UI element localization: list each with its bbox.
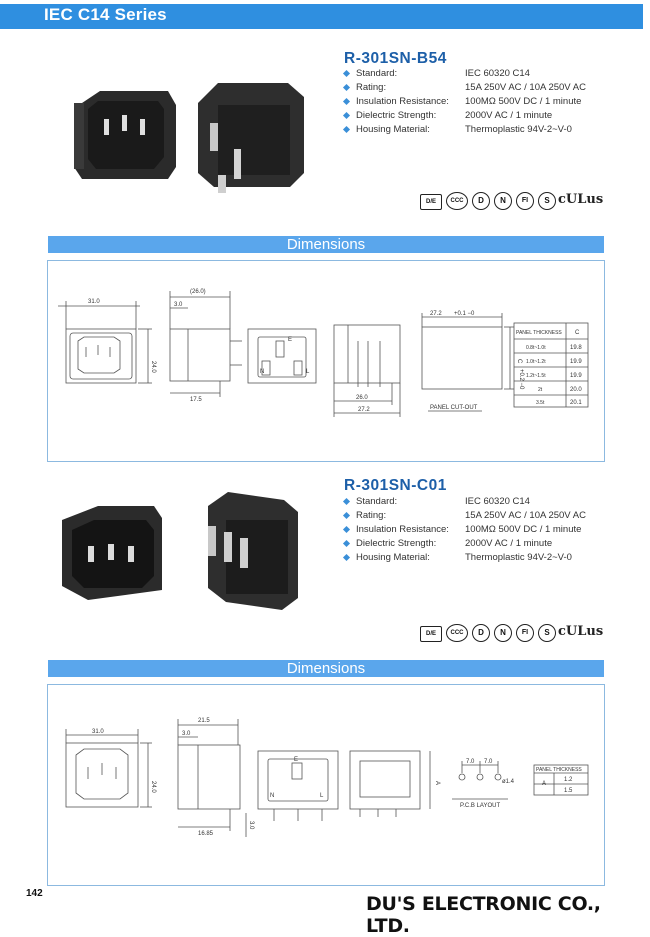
table-cell: 3.5t — [536, 400, 545, 406]
dim-label: L — [320, 793, 324, 799]
company-name: DU'S ELECTRONIC CO., LTD. — [366, 893, 601, 937]
page-title: IEC C14 Series — [44, 5, 167, 24]
dimensions-drawing-b54 — [47, 260, 605, 462]
vde-mark-icon: D/E — [420, 194, 442, 210]
table-cell: 1.5 — [564, 788, 573, 794]
bullet-icon — [343, 84, 350, 91]
cutout-label: PANEL CUT-OUT — [430, 405, 478, 411]
table-cell: 19.9 — [570, 359, 582, 365]
dimensions-drawing-c01 — [47, 684, 605, 886]
bullet-icon — [343, 554, 350, 561]
spec-list: Standard: IEC 60320 C14 Rating: 15A 250V AC / 10A 250V AC Insulation Resistance: 100MΩ 500V DC / 1 minute Dielectric Strength: 2000V AC / 1 minute Housing Material: Thermoplastic 94V-2~V-0 — [344, 68, 604, 140]
bullet-icon — [343, 70, 350, 77]
dim-label: 16.85 — [198, 831, 214, 837]
dim-label: 31.0 — [92, 729, 104, 735]
dim-label: ø1.4 — [502, 779, 515, 785]
spec-list: Standard: IEC 60320 C14 Rating: 15A 250V AC / 10A 250V AC Insulation Resistance: 100MΩ 500V DC / 1 minute Dielectric Strength: 2000V AC / 1 minute Housing Material: Thermoplastic 94V-2~V-0 — [344, 496, 604, 568]
dim-tolerance: +0.1 −0 — [454, 311, 475, 317]
dim-label: 3.0 — [174, 302, 183, 308]
dim-label: N — [260, 369, 265, 375]
table-header: PANEL THICKNESS — [536, 767, 582, 773]
ccc-mark-icon: CCC — [446, 624, 468, 642]
dim-label: 27.2 — [358, 407, 370, 413]
table-cell: A — [542, 781, 547, 787]
dim-label: 21.5 — [198, 718, 210, 724]
fi-mark-icon: FI — [516, 192, 534, 210]
table-cell: 19.9 — [570, 373, 582, 379]
dim-label: 26.0 — [356, 395, 368, 401]
page-number: 142 — [26, 888, 43, 899]
bullet-icon — [343, 498, 350, 505]
product-photo-b54 — [68, 75, 318, 205]
dim-label: L — [306, 369, 310, 375]
dimensions-header: Dimensions — [48, 660, 604, 677]
dim-label: E — [294, 757, 299, 763]
socket-rear-view — [208, 492, 298, 610]
pcb-label: P.C.B LAYOUT — [460, 803, 501, 809]
dim-label: N — [270, 793, 275, 799]
bullet-icon — [343, 112, 350, 119]
dim-tolerance: +0.2 −0 — [518, 369, 524, 390]
fi-mark-icon: FI — [516, 624, 534, 642]
bullet-icon — [343, 98, 350, 105]
bullet-icon — [343, 540, 350, 547]
table-cell: 1.2 — [564, 777, 573, 783]
n-mark-icon: N — [494, 624, 512, 642]
dim-label: 27.2 — [430, 311, 442, 317]
ul-mark-icon: cULus — [558, 624, 604, 639]
dim-label: E — [288, 337, 293, 343]
n-mark-icon: N — [494, 192, 512, 210]
dim-label: 24.0 — [150, 781, 156, 793]
dim-label: 3.0 — [248, 821, 254, 830]
ul-mark-icon: cULus — [558, 192, 604, 207]
table-cell: 1.0t~1.2t — [526, 359, 546, 365]
table-header: C — [575, 330, 580, 336]
vde-mark-icon: D/E — [420, 626, 442, 642]
table-cell: 20.1 — [570, 400, 582, 406]
certification-marks — [420, 624, 604, 646]
d-mark-icon: D — [472, 192, 490, 210]
dim-label: C — [516, 359, 522, 364]
bullet-icon — [343, 126, 350, 133]
product-photo-c01 — [58, 490, 318, 615]
table-cell: 19.8 — [570, 345, 582, 351]
technical-drawing — [48, 261, 604, 461]
s-mark-icon: S — [538, 192, 556, 210]
bullet-icon — [343, 512, 350, 519]
table-cell: 1.2t~1.5t — [526, 373, 546, 379]
table-cell: 2t — [538, 387, 543, 393]
dim-label: 3.0 — [182, 731, 191, 737]
dim-label: (26.0) — [190, 289, 206, 295]
socket-front-view — [62, 506, 162, 600]
socket-rear-view — [198, 83, 304, 193]
dim-label: 24.0 — [150, 361, 156, 373]
bullet-icon — [343, 526, 350, 533]
product-model: R-301SN-B54 — [344, 50, 447, 67]
technical-drawing — [48, 685, 604, 885]
s-mark-icon: S — [538, 624, 556, 642]
dim-label: 31.0 — [88, 299, 100, 305]
dimensions-header: Dimensions — [48, 236, 604, 253]
dim-label: A — [434, 781, 440, 786]
dim-label: 7.0 — [466, 759, 475, 765]
certification-marks — [420, 192, 604, 214]
table-header: PANEL THICKNESS — [516, 330, 562, 336]
ccc-mark-icon: CCC — [446, 192, 468, 210]
dim-label: 17.5 — [190, 397, 202, 403]
d-mark-icon: D — [472, 624, 490, 642]
socket-front-view — [74, 91, 176, 179]
table-cell: 0.8t~1.0t — [526, 345, 546, 351]
product-model: R-301SN-C01 — [344, 477, 447, 494]
dim-label: 7.0 — [484, 759, 493, 765]
table-cell: 20.0 — [570, 387, 582, 393]
